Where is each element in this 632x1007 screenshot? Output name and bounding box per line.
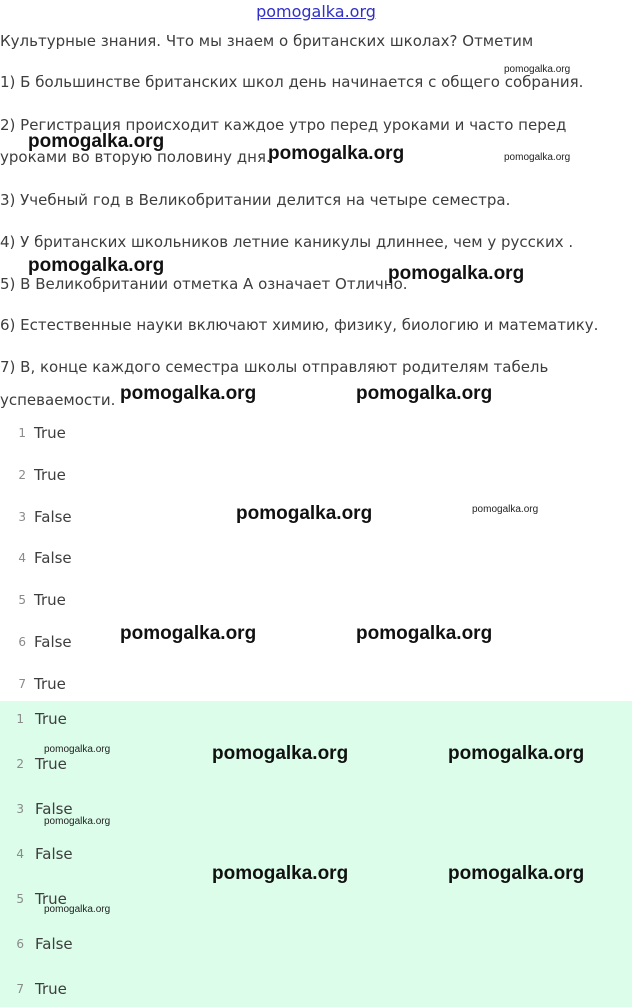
answer-number: 6 (18, 635, 26, 649)
question-line-1: 1) Б большинстве британских школ день начинается с общего собрания. (0, 73, 584, 91)
answer-value: True (35, 710, 67, 728)
answer-number: 6 (16, 937, 24, 951)
watermark: pomogalka.org (448, 743, 585, 764)
question-line-5: 5) В Великобритании отметка А означает Отлично. (0, 275, 408, 293)
answer-number: 2 (16, 757, 24, 771)
watermark: pomogalka.org (504, 64, 571, 75)
watermark: pomogalka.org (356, 623, 493, 644)
watermark: pomogalka.org (236, 503, 373, 524)
list-item (0, 929, 73, 959)
answer-value: True (35, 980, 67, 998)
answer-number: 4 (16, 847, 24, 861)
question-line-3: 3) Учебный год в Великобритании делится на четыре семестра. (0, 191, 511, 209)
watermark: pomogalka.org (120, 383, 257, 404)
watermark: pomogalka.org (388, 263, 525, 284)
answer-number: 7 (18, 677, 26, 691)
answer-list-plain (0, 418, 632, 700)
answer-value: True (34, 424, 66, 442)
answer-value: False (35, 800, 73, 818)
question-line-4: 4) У британских школьников летние каникулы длиннее, чем у русских . (0, 233, 574, 251)
question-line-6: 6) Естественные науки включают химию, физику, биологию и математику. (0, 316, 599, 334)
list-item (0, 974, 67, 1004)
question-line-2a: 2) Регистрация происходит каждое утро перед уроками и часто перед (0, 116, 567, 134)
answer-number: 1 (16, 712, 24, 726)
answer-value: True (35, 890, 67, 908)
watermark: pomogalka.org (44, 904, 111, 915)
answer-value: True (34, 466, 66, 484)
answer-number: 3 (18, 510, 26, 524)
watermark: pomogalka.org (448, 863, 585, 884)
list-item (0, 418, 66, 448)
watermark: pomogalka.org (356, 383, 493, 404)
list-item (0, 460, 66, 490)
list-item (0, 839, 73, 869)
answer-value: True (34, 591, 66, 609)
answer-value: False (34, 633, 72, 651)
question-line-7a: 7) В, конце каждого семестра школы отправляют родителям табель (0, 358, 549, 376)
answer-number: 5 (18, 593, 26, 607)
answer-value: False (35, 935, 73, 953)
answer-value: True (34, 675, 66, 693)
watermark: pomogalka.org (28, 255, 165, 276)
watermark: pomogalka.org (212, 743, 349, 764)
answer-value: False (35, 845, 73, 863)
answer-number: 1 (18, 426, 26, 440)
question-line-7b: успеваемости. (0, 391, 116, 409)
watermark: pomogalka.org (212, 863, 349, 884)
answer-value: False (34, 549, 72, 567)
watermark: pomogalka.org (44, 816, 111, 827)
list-item (0, 502, 72, 532)
watermark: pomogalka.org (44, 744, 111, 755)
watermark: pomogalka.org (504, 152, 571, 163)
watermark: pomogalka.org (472, 504, 539, 515)
watermark: pomogalka.org (268, 143, 405, 164)
site-header-link[interactable]: pomogalka.org (256, 2, 376, 21)
answer-number: 7 (16, 982, 24, 996)
question-title: Культурные знания. Что мы знаем о британских школах? Отметим (0, 32, 534, 50)
list-item (0, 704, 67, 734)
list-item (0, 669, 66, 699)
answer-number: 3 (16, 802, 24, 816)
answer-number: 4 (18, 551, 26, 565)
answer-value: False (34, 508, 72, 526)
list-item (0, 543, 72, 573)
answer-value: True (35, 755, 67, 773)
list-item (0, 585, 66, 615)
list-item (0, 627, 72, 657)
question-line-2b: уроками во вторую половину дня. (0, 148, 271, 166)
watermark: pomogalka.org (28, 131, 165, 152)
watermark: pomogalka.org (120, 623, 257, 644)
answer-number: 5 (16, 892, 24, 906)
answer-number: 2 (18, 468, 26, 482)
